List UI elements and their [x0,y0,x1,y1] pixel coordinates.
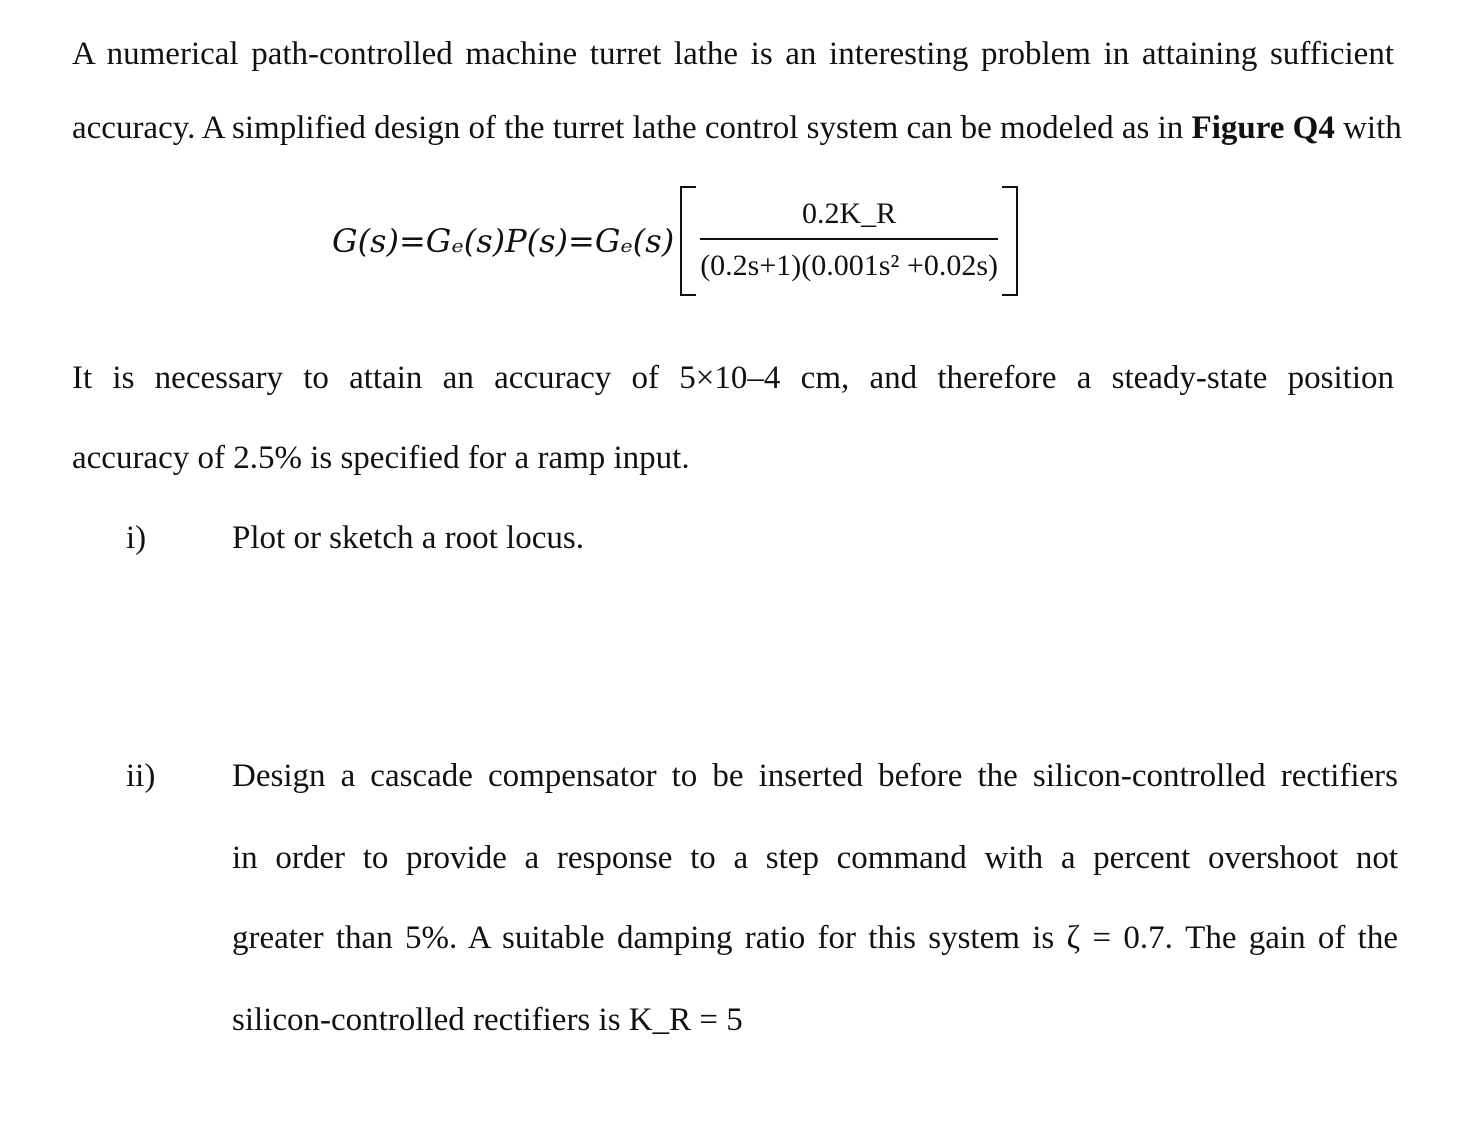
formula-denominator: (0.2s+1)(0.001s² +0.02s) [700,249,999,282]
intro-line-2-end: with [1334,110,1402,146]
formula-fraction [696,186,1002,296]
intro-line-2 [72,108,1402,148]
item-ii-line-1: Design a cascade compensator to be inserted before the silicon-controlled rectifiers [232,758,1398,794]
intro-line-2-text: accuracy. A simplified design of the turret lathe control system can be modeled as in [72,110,1192,146]
formula-lhs: G(s)=Gₑ(s)P(s)=Gₑ(s) [332,222,675,260]
intro-line-1: A numerical path-controlled machine turret lathe is an interesting problem in attaining sufficient [72,36,1394,72]
left-bracket [680,186,696,296]
accuracy-line-1: It is necessary to attain an accuracy of 5×10–4 cm, and therefore a steady-state position [72,360,1394,396]
item-ii-line-2: in order to provide a response to a step command with a percent overshoot not [232,840,1398,876]
accuracy-line-2: accuracy of 2.5% is specified for a ramp input. [72,440,690,476]
item-ii-line-3: greater than 5%. A suitable damping ratio for this system is ζ = 0.7. The gain of the [232,920,1398,956]
transfer-function-formula [332,186,1018,296]
item-label-ii: ii) [126,758,156,794]
formula-bracket [680,186,1018,296]
item-ii-line-4: silicon-controlled rectifiers is K_R = 5 [232,1002,743,1038]
item-label-i: i) [126,520,147,556]
figure-reference: Figure Q4 [1191,110,1335,146]
item-i-line-1: Plot or sketch a root locus. [232,520,584,556]
formula-numerator: 0.2K_R [802,197,897,230]
right-bracket [1002,186,1018,296]
